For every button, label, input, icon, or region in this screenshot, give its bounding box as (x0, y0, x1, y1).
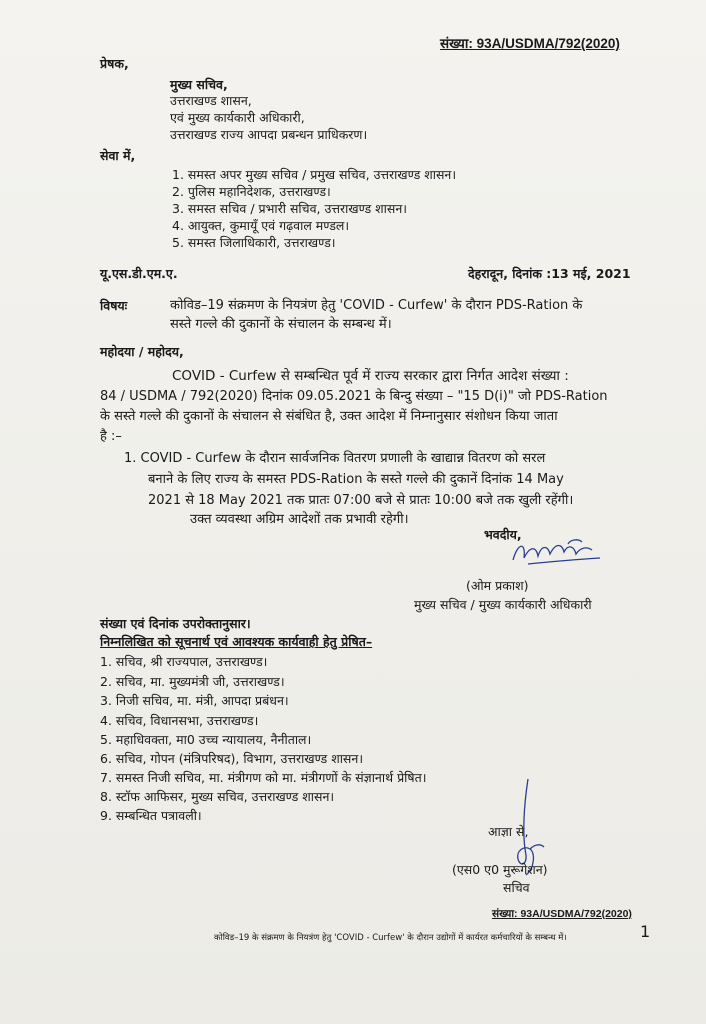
point-1-line-1: 1. COVID - Curfew के दौरान सार्वजनिक वितरण प्रणाली के खाद्यान्न वितरण को सरल (124, 451, 546, 466)
to-label: सेवा में, (100, 148, 136, 163)
sender-line-1: मुख्य सचिव, (170, 77, 228, 92)
footer-reference: संख्या: 93A/USDMA/792(2020) (492, 908, 632, 920)
signatory-title: मुख्य सचिव / मुख्य कार्यकारी अधिकारी (414, 597, 592, 612)
recipient-5: 5. समस्त जिलाधिकारी, उत्तराखण्ड। (172, 235, 336, 250)
recipient-2: 2. पुलिस महानिदेशक, उत्तराखण्ड। (172, 184, 331, 199)
body-line-2: 84 / USDMA / 792(2020) दिनांक 09.05.2021 के बिन्दु संख्या – "15 D(i)" जो PDS-Ration (100, 389, 608, 404)
recipient-4: 4. आयुक्त, कुमायूँ एवं गढ़वाल मण्डल। (172, 218, 350, 233)
body-line-4: है :– (100, 429, 122, 444)
signature-om-prakash (508, 532, 608, 572)
body-line-3: के सस्ते गल्ले की दुकानों के संचालन से संबंधित है, उक्त आदेश में निम्नानुसार संशोधन किया जाता (100, 409, 558, 424)
subject-line-1: कोविड–19 संक्रमण के नियत्रंण हेतु 'COVID - Curfew' के दौरान PDS-Ration के (170, 298, 583, 313)
copy-item-2: 2. सचिव, मा. मुख्यमंत्री जी, उत्तराखण्ड। (100, 674, 285, 689)
copy-reference: संख्या एवं दिनांक उपरोक्तानुसार। (100, 616, 251, 631)
copy-heading: निम्नलिखित को सूचनार्थ एवं आवश्यक कार्यवाही हेतु प्रेषित– (100, 634, 373, 649)
reference-number: संख्या: 93A/USDMA/792(2020) (440, 36, 620, 51)
point-1-line-4: उक्त व्यवस्था अग्रिम आदेशों तक प्रभावी रहेगी। (190, 512, 409, 527)
point-1-line-2: बनाने के लिए राज्य के समस्त PDS-Ration के सस्ते गल्ले की दुकानें दिनांक 14 May (148, 472, 564, 487)
subject-line-2: सस्ते गल्ले की दुकानों के संचालन के सम्बन्ध में। (170, 317, 392, 332)
signatory-name: (ओम प्रकाश) (466, 578, 529, 593)
copy-item-3: 3. निजी सचिव, मा. मंत्री, आपदा प्रबंधन। (100, 693, 289, 708)
secretary-title: सचिव (503, 880, 530, 895)
sender-line-2: उत्तराखण्ड शासन, (170, 93, 252, 108)
copy-item-8: 8. स्टॉफ आफिसर, मुख्य सचिव, उत्तराखण्ड शासन। (100, 789, 335, 804)
place-date: देहरादून, दिनांक :13 मई, 2021 (468, 266, 631, 281)
copy-item-6: 6. सचिव, गोपन (मंत्रिपरिषद), विभाग, उत्तराखण्ड शासन। (100, 751, 364, 766)
copy-item-1: 1. सचिव, श्री राज्यपाल, उत्तराखण्ड। (100, 654, 268, 669)
order-text: आज्ञा से, (488, 824, 529, 839)
copy-item-4: 4. सचिव, विधानसभा, उत्तराखण्ड। (100, 713, 259, 728)
page-number: 1 (640, 922, 651, 941)
copy-item-9: 9. सम्बन्धित पत्रावली। (100, 808, 202, 823)
sender-line-3: एवं मुख्य कार्यकारी अधिकारी, (170, 110, 305, 125)
sender-label: प्रेषक, (100, 56, 129, 71)
recipient-3: 3. समस्त सचिव / प्रभारी सचिव, उत्तराखण्ड शासन। (172, 201, 408, 216)
point-1-line-3: 2021 से 18 May 2021 तक प्रातः 07:00 बजे से प्रातः 10:00 बजे तक खुली रहेंगी। (148, 493, 574, 508)
footer-subject-note: कोविड–19 के संक्रमण के नियत्रंण हेतु 'COVID - Curfew' के दौरान उद्योगों में कार्यरत कर्मचारियों के सम्बन्ध में। (214, 933, 567, 943)
copy-item-7: 7. समस्त निजी सचिव, मा. मंत्रीगण को मा. मंत्रीगणों के संज्ञानार्थ प्रेषित। (100, 770, 427, 785)
copy-item-5: 5. महाधिवक्ता, मा0 उच्च न्यायालय, नैनीताल। (100, 732, 312, 747)
body-line-1: COVID - Curfew से सम्बन्धित पूर्व में राज्य सरकार द्वारा निर्गत आदेश संख्या : (172, 368, 569, 384)
recipient-1: 1. समस्त अपर मुख्य सचिव / प्रमुख सचिव, उत्तराखण्ड शासन। (172, 167, 457, 182)
subject-label: विषयः (100, 298, 128, 313)
secretary-name: (एस0 ए0 मुरूगेशन) (452, 862, 548, 877)
sender-line-4: उत्तराखण्ड राज्य आपदा प्रबन्धन प्राधिकरण। (170, 127, 368, 142)
closing: भवदीय, (484, 527, 522, 542)
department-code: यू.एस.डी.एम.ए. (100, 266, 178, 281)
salutation: महोदया / महोदय, (100, 344, 184, 359)
